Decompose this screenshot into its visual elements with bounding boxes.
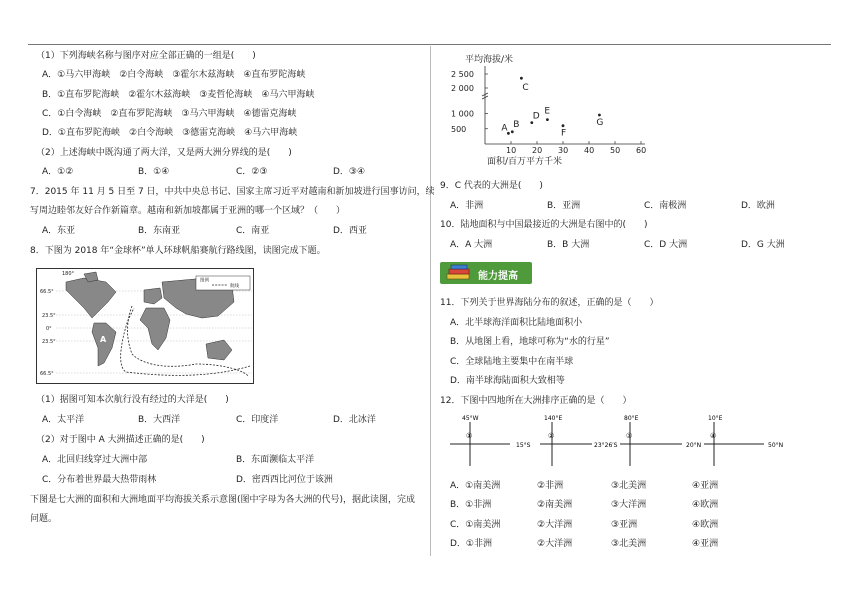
q8-2-option-d: D．密西西比河位于该洲 [236,475,333,485]
q9-option-a: A．非洲 [450,201,484,211]
q12-option-a-3: ③北美洲 [611,481,647,491]
diagram-4-number: ④ [710,432,717,440]
diagram-3-number: ③ [626,432,633,440]
q12-option-d-2: ②大洋洲 [537,539,573,549]
chart-point-label: A [501,123,508,134]
chart-point-label: D [532,111,540,122]
q11-option-d: D．南半球海陆面积大致相等 [450,376,565,386]
q12-option-b-4: ④欧洲 [692,500,719,510]
chart-point-label: C [522,83,529,94]
q-strait-2-option-d: D．③④ [333,167,366,177]
chart-point-label: E [544,106,551,117]
map-lat-label: 66.5° [40,289,54,295]
q12-option-b-3: ③大洋洲 [611,500,647,510]
q12-option-b: B．①非洲 [450,500,492,510]
q12-option-c-4: ④欧洲 [692,520,719,530]
q9: 9．C 代表的大洲是( ) [440,181,543,191]
map-lat-label: 23.5° [42,339,56,345]
sailing-route-map [36,268,254,384]
chart-x-tick-label: 50 [610,146,621,155]
diagram-3-lat: 20°N [686,442,702,449]
q7-option-d: D．西亚 [333,226,367,236]
q8-1-option-a: A．太平洋 [42,415,85,425]
q11: 11．下列关于世界海陆分布的叙述，正确的是（ ） [440,298,659,308]
q12-option-a: A．①南美洲 [450,481,501,491]
chart-point-f [562,124,565,127]
q-strait-2-option-c: C．②③ [236,167,268,177]
q-strait-2: （2）上述海峡中既沟通了两大洋，又是两大洲分界线的是( ) [36,148,292,158]
map-continent-a-label: A [100,335,107,344]
chart-point-e [546,118,549,121]
chart-x-tick-label: 20 [532,146,543,155]
q10-option-b: B．B 大洲 [547,240,590,250]
diagram-1-lat: 15°S [516,442,531,449]
q8-1: （1）据图可知本次航行没有经过的大洋是( ) [36,395,229,405]
continent-area-elevation-chart [449,50,649,168]
diagram-2-lat: 23°26′S [594,442,618,449]
q-strait-1-option-a: A．①马六甲海峡 ②白令海峡 ③霍尔木兹海峡 ④直布罗陀海峡 [42,70,306,80]
q7-line1: 7．2015 年 11 月 5 日至 7 日，中共中央总书记、国家主席习近平对越南和新加坡进行国事访问，续 [30,187,435,197]
q8-1-option-b: B．大西洋 [138,415,181,425]
q12-option-c: C．①南美洲 [450,520,501,530]
diagram-4-lon: 10°E [708,415,723,422]
map-lat-label: 66.5° [40,371,54,377]
location-diagram-4 [704,414,806,470]
chart-point-c [520,77,523,80]
q8-2-option-c: C．分布着世界最大热带雨林 [42,475,157,485]
q11-option-a: A．北半球海洋面积比陆地面积小 [450,318,583,328]
q-strait-1-option-d: D．①直布罗陀海峡 ②白令海峡 ③德雷克海峡 ④马六甲海峡 [42,128,298,138]
map-legend-title: 图例 [200,278,209,284]
chart-y-tick-label: 1 000 [451,109,474,119]
q10-option-c: C．D 大洲 [644,240,688,250]
chart-x-tick-label: 10 [506,146,517,155]
q12-option-a-4: ④亚洲 [692,481,719,491]
chart-y-tick-label: 500 [451,124,467,134]
q-strait-2-option-b: B．①④ [138,167,170,177]
books-icon [444,262,474,284]
chart-point-label: G [596,118,604,129]
q12-option-c-3: ③亚洲 [611,520,638,530]
q-strait-2-option-a: A．①② [42,167,74,177]
q-strait-1: （1）下列海峡名称与图序对应全部正确的一组是( ) [36,51,256,61]
q8-1-option-d: D．北冰洋 [333,415,376,425]
q9-option-c: C．南极洲 [644,201,687,211]
q12-option-c-2: ②大洋洲 [537,520,573,530]
q10-option-d: D．G 大洲 [741,240,785,250]
map-lat-label: 0° [46,326,52,332]
q12-option-a-2: ②非洲 [537,481,564,491]
chart-point-g [598,114,601,117]
chart-ylabel: 平均海拔/米 [465,55,514,65]
q12-option-b-2: ②南美洲 [537,500,573,510]
q7-line2: 写周边睦邻友好合作新篇章。越南和新加坡都属于亚洲的哪一个区域？（ ） [30,206,346,216]
q8-2-option-a: A．北回归线穿过大洲中部 [42,455,148,465]
q10: 10．陆地面积与中国最接近的大洲是右图中的( ) [440,220,648,230]
section-badge-label: 能力提高 [478,271,518,282]
q12: 12．下图中四地所在大洲排序正确的是（ ） [440,396,632,406]
q8-1-option-c: C．印度洋 [236,415,279,425]
header-rule [28,44,831,45]
chart-xlabel: 面积/百万平方千米 [487,157,563,167]
q9-option-b: B．亚洲 [547,201,581,211]
q12-option-d: D．①非洲 [450,539,492,549]
diagram-4-lat: 50°N [768,442,784,449]
diagram-2-number: ② [548,432,555,440]
q7-option-b: B．东南亚 [138,226,181,236]
chart-x-tick-label: 60 [636,146,647,155]
q11-option-b: B．从地图上看，地球可称为“水的行星” [450,337,610,347]
section-badge [440,262,532,284]
diagram-1-number: ① [466,432,473,440]
q9-option-d: D．欧洲 [741,201,775,211]
chart-x-tick-label: 30 [558,146,569,155]
diagram-2-lon: 140°E [544,415,563,422]
column-divider [430,46,431,556]
location-diagram-1 [446,414,548,470]
q8-intro: 8．下图为 2018 年“金球杯”单人环球帆船赛航行路线图，读图完成下题。 [30,246,326,256]
map-lon-label: 180° [62,271,75,277]
q8-2-option-b: B．东面濒临太平洋 [236,455,315,465]
map-lat-label: 23.5° [42,313,56,319]
chart-y-tick-label: 2 500 [451,70,474,79]
q9-intro-line2: 问题。 [30,514,58,524]
q10-option-a: A．A 大洲 [450,240,493,250]
q-strait-1-option-b: B．①直布罗陀海峡 ②霍尔木兹海峡 ③麦哲伦海峡 ④马六甲海峡 [42,90,315,100]
chart-y-tick-label: 2 000 [451,84,474,93]
chart-x-tick-label: 40 [584,146,595,155]
map-legend-route: 航线 [230,284,239,289]
chart-point-label: B [513,119,520,130]
q9-intro-line1: 下图是七大洲的面积和大洲地面平均海拔关系示意图(图中字母为各大洲的代号)，据此读图，完成 [30,495,416,505]
q8-2: （2）对于图中 A 大洲描述正确的是( ) [36,435,205,445]
q12-option-d-4: ④亚洲 [692,539,719,549]
q-strait-1-option-c: C．①白令海峡 ②直布罗陀海峡 ③马六甲海峡 ④德雷克海峡 [42,109,297,119]
diagram-1-lon: 45°W [462,415,479,422]
q7-option-c: C．南亚 [236,226,270,236]
chart-point-d [530,121,533,124]
q7-option-a: A．东亚 [42,226,76,236]
q12-option-d-3: ③北美洲 [611,539,647,549]
chart-point-b [511,130,514,133]
q11-option-c: C．全球陆地主要集中在南半球 [450,357,574,367]
diagram-3-lon: 80°E [624,415,639,422]
chart-point-label: F [561,128,567,139]
